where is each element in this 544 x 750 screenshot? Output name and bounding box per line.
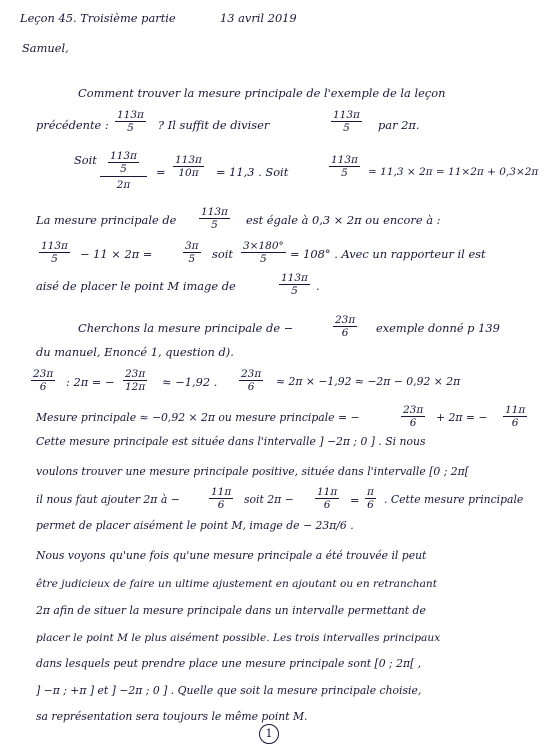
text: . Cette mesure principale bbox=[384, 493, 524, 506]
compound-fraction bbox=[100, 150, 147, 191]
denominator: 6 bbox=[409, 417, 417, 429]
fraction-113pi-over-5 bbox=[279, 272, 310, 297]
paragraph-2-line-1 bbox=[0, 208, 544, 242]
numerator: 23π bbox=[403, 404, 424, 416]
text: ] −π ; +π ] et ] −2π ; 0 ] . Quelle que soit la mesure principale choisie, bbox=[36, 684, 422, 697]
numerator: 113π bbox=[175, 154, 202, 166]
numerator: 11π bbox=[317, 486, 338, 498]
fraction-113pi-over-5 bbox=[329, 154, 360, 179]
paragraph-2-line-3 bbox=[0, 272, 544, 306]
denominator: 6 bbox=[341, 327, 349, 339]
compound-denominator: 2π bbox=[116, 179, 131, 191]
fraction-23pi-over-6 bbox=[333, 314, 357, 339]
numerator: 11π bbox=[505, 404, 526, 416]
page-number: 1 bbox=[259, 724, 279, 744]
fraction-23pi-over-6 bbox=[401, 404, 425, 429]
denominator: 6 bbox=[217, 499, 225, 511]
denominator: 6 bbox=[247, 381, 255, 393]
calculation-line-1 bbox=[0, 150, 544, 200]
text: ? Il suffit de diviser bbox=[158, 118, 270, 132]
text: Mesure principale ≈ −0,92 × 2π ou mesure principale = − bbox=[36, 411, 360, 424]
text: précédente : bbox=[36, 118, 109, 132]
equals: = bbox=[350, 493, 360, 507]
lesson-title: Leçon 45. Troisième partie bbox=[20, 11, 176, 25]
text: exemple donné p 139 bbox=[376, 321, 500, 335]
numerator: 113π bbox=[201, 206, 228, 218]
text: . bbox=[316, 279, 320, 293]
text: Cherchons la mesure principale de − bbox=[78, 321, 294, 335]
text: dans lesquels peut prendre place une mesure principale sont [0 ; 2π[ , bbox=[36, 657, 422, 670]
text: 2π afin de situer la mesure principale dans un intervalle permettant de bbox=[36, 604, 426, 617]
text: soit bbox=[212, 247, 233, 261]
text: = 11,3 . Soit bbox=[216, 165, 289, 179]
text: soit 2π − bbox=[244, 493, 294, 506]
denominator: 6 bbox=[511, 417, 519, 429]
denominator: 6 bbox=[367, 499, 374, 511]
text: La mesure principale de bbox=[36, 213, 177, 227]
fraction-11pi-over-6 bbox=[315, 486, 339, 511]
numerator: 113π bbox=[41, 240, 68, 252]
text: − 11 × 2π = bbox=[80, 247, 153, 261]
fraction-113pi-over-5 bbox=[331, 109, 362, 134]
denominator: 10π bbox=[178, 167, 199, 179]
denominator: 5 bbox=[51, 253, 58, 265]
fraction-11pi-over-6 bbox=[503, 404, 527, 429]
numerator: 113π bbox=[117, 109, 144, 121]
compound-numerator bbox=[100, 150, 147, 177]
numerator: 113π bbox=[333, 109, 360, 121]
text: voulons trouver une mesure principale positive, située dans l'intervalle [0 ; 2π[ bbox=[36, 465, 469, 478]
inner-denominator: 5 bbox=[120, 163, 127, 175]
numerator: 23π bbox=[335, 314, 356, 326]
numerator: 23π bbox=[241, 368, 262, 380]
fraction-23pi-over-6 bbox=[31, 368, 55, 393]
numerator: π bbox=[367, 486, 374, 498]
text: il nous faut ajouter 2π à − bbox=[36, 493, 180, 506]
text: Nous voyons qu'une fois qu'une mesure principale a été trouvée il peut bbox=[36, 549, 427, 562]
text: être judicieux de faire un ultime ajustement en ajoutant ou en retranchant bbox=[36, 578, 437, 590]
text: + 2π = − bbox=[436, 411, 488, 424]
numerator: 113π bbox=[281, 272, 308, 284]
text: Cette mesure principale est située dans l'intervalle ] −2π ; 0 ] . Si nous bbox=[36, 435, 426, 448]
fraction-3x180-over-5 bbox=[241, 240, 286, 265]
soit-label: Soit bbox=[74, 153, 97, 167]
text: du manuel, Enoncé 1, question d). bbox=[36, 345, 234, 359]
paragraph-4-line-1 bbox=[0, 404, 544, 438]
fraction-pi-over-6 bbox=[365, 486, 376, 511]
fraction-23pi-over-6 bbox=[239, 368, 263, 393]
greeting: Samuel, bbox=[22, 41, 69, 55]
denominator: 5 bbox=[188, 253, 196, 265]
equals: = bbox=[156, 165, 166, 179]
denominator: 5 bbox=[291, 285, 298, 297]
text: permet de placer aisément le point M, image de − 23π/6 . bbox=[36, 519, 354, 532]
numerator: 3π bbox=[185, 240, 199, 252]
numerator: 23π bbox=[125, 368, 146, 380]
numerator: 3×180° bbox=[243, 240, 284, 252]
denominator: 12π bbox=[125, 381, 146, 393]
text: est égale à 0,3 × 2π ou encore à : bbox=[246, 213, 441, 227]
lesson-date: 13 avril 2019 bbox=[220, 11, 297, 25]
denominator: 6 bbox=[39, 381, 47, 393]
fraction-23pi-over-12pi bbox=[123, 368, 147, 393]
fraction-113pi-over-5 bbox=[115, 109, 146, 134]
text: ≈ 2π × −1,92 ≈ −2π − 0,92 × 2π bbox=[276, 375, 461, 388]
text: Comment trouver la mesure principale de l'exemple de la leçon bbox=[78, 86, 446, 100]
denominator: 6 bbox=[323, 499, 331, 511]
numerator: 11π bbox=[211, 486, 232, 498]
denominator: 5 bbox=[341, 167, 348, 179]
text: sa représentation sera toujours le même point M. bbox=[36, 710, 308, 723]
denominator: 5 bbox=[260, 253, 267, 265]
fraction-113pi-over-5 bbox=[199, 206, 230, 231]
text: ≈ −1,92 . bbox=[162, 375, 218, 389]
text: = 11,3 × 2π = 11×2π + 0,3×2π bbox=[368, 166, 539, 178]
fraction-113pi-over-5 bbox=[39, 240, 70, 265]
text: placer le point M le plus aisément possible. Les trois intervalles principaux bbox=[36, 632, 441, 644]
fraction-3pi-over-5 bbox=[183, 240, 201, 265]
fraction-11pi-over-6 bbox=[209, 486, 233, 511]
text: aisé de placer le point M image de bbox=[36, 279, 236, 293]
denominator: 5 bbox=[127, 122, 134, 134]
inner-numerator: 113π bbox=[110, 150, 137, 162]
paragraph-2-line-2 bbox=[0, 240, 544, 274]
text: par 2π. bbox=[378, 118, 420, 132]
denominator: 5 bbox=[211, 219, 218, 231]
numerator: 113π bbox=[331, 154, 358, 166]
denominator: 5 bbox=[343, 122, 350, 134]
text: = 108° . Avec un rapporteur il est bbox=[290, 247, 486, 261]
text: : 2π = − bbox=[66, 375, 115, 389]
paragraph-3-line-3 bbox=[0, 368, 544, 402]
numerator: 23π bbox=[33, 368, 54, 380]
paragraph-4-line-4 bbox=[0, 486, 544, 520]
fraction-113pi-over-10pi bbox=[173, 154, 204, 179]
